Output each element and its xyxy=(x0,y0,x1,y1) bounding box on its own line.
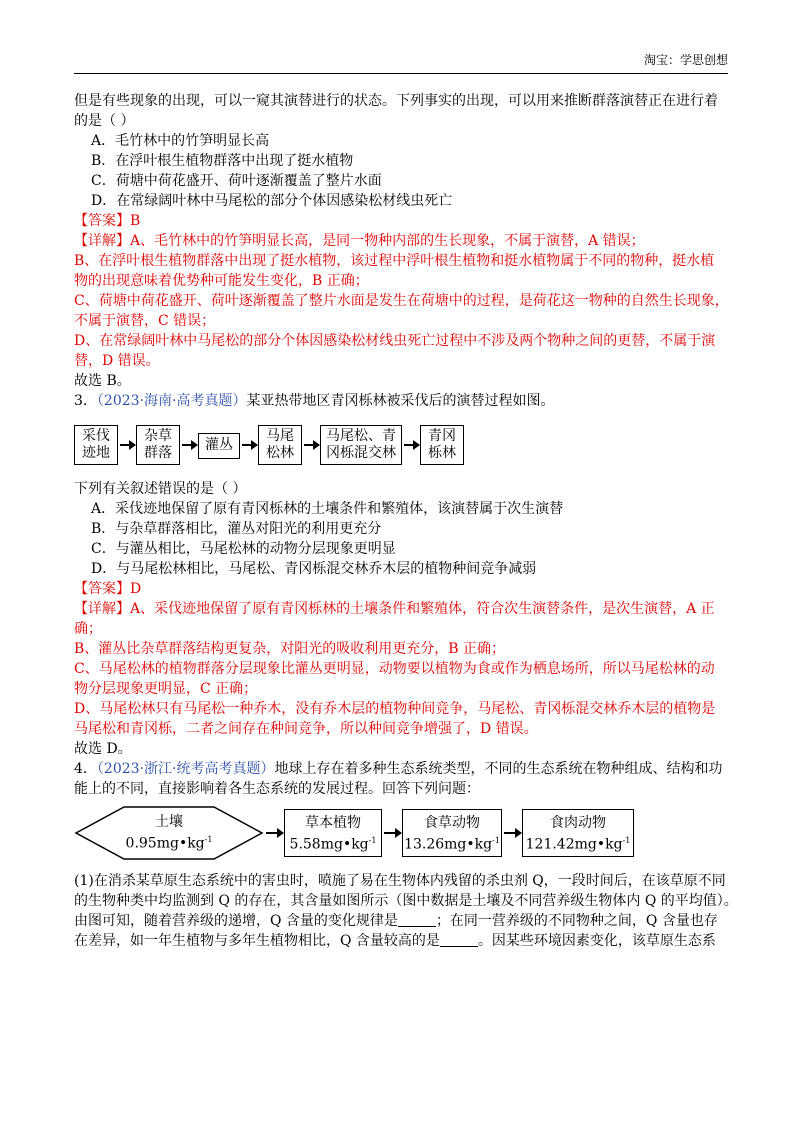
flow-box-text: 杂草 xyxy=(144,428,172,444)
answer-blank[interactable] xyxy=(398,913,436,927)
q3-answer: 【答案】D xyxy=(74,581,142,597)
q4-source: （2023·浙江·统考高考真题） xyxy=(96,761,275,777)
q4-para-line4 xyxy=(74,931,734,951)
flow-box-text: 灌丛 xyxy=(205,437,233,453)
q4-pesticide-flowchart xyxy=(74,805,734,867)
q2-stem-line1: 但是有些现象的出现，可以一窥其演替进行的状态。下列事实的出现，可以用来推断群落演替正在进行着 xyxy=(74,93,718,109)
flow-box-clearcut xyxy=(74,425,118,465)
q2-detail-line: C、荷塘中荷花盛开、荷叶逐渐覆盖了整片水面是发生在荷塘中的过程，是荷花这一物种的自然生长现象， xyxy=(74,293,729,309)
flow-box-text: 冈栎混交林 xyxy=(326,445,396,461)
flow-box-mixed-forest xyxy=(320,425,402,465)
q4-text: 。因某些环境因素变化，该草原生态系 xyxy=(477,933,716,949)
q4-text: 由图可知，随着营养级的递增，Q 含量的变化规律是 xyxy=(74,913,398,929)
q4-text: ；在同一营养级的不同物种之间，Q 含量也存 xyxy=(435,913,718,929)
flow-node-carnivores xyxy=(522,809,634,857)
flow-box-text: 群落 xyxy=(144,445,172,461)
q4-para-line3 xyxy=(74,911,734,931)
node-value: 121.42mg•kg xyxy=(525,836,623,853)
node-value: 0.95mg•kg xyxy=(125,835,205,852)
flow-arrow xyxy=(266,832,282,834)
flow-box-text: 迹地 xyxy=(82,445,110,461)
q3-detail-line: B、灌丛比杂草群落结构更复杂，对阳光的吸收利用更充分，B 正确； xyxy=(74,641,506,657)
q3-detail-line: D、马尾松林只有马尾松一种乔木，没有乔木层的植物种间竞争，马尾松、青冈栎混交林乔木层的植物是 xyxy=(74,701,716,717)
document-body xyxy=(74,91,738,951)
node-value: 13.26mg•kg xyxy=(404,836,493,853)
flow-box-text: 马尾 xyxy=(266,428,294,444)
node-exponent: -1 xyxy=(368,836,377,845)
q4-stem-text: 地球上存在着多种生态系统类型，不同的生态系统在物种组成、结构和功 xyxy=(274,761,723,777)
flow-arrow xyxy=(504,832,520,834)
q3-stem-text: 某亚热带地区青冈栎林被采伐后的演替过程如图。 xyxy=(246,393,555,409)
flow-box-weed-community xyxy=(136,425,180,465)
flow-box-text: 马尾松、青 xyxy=(326,428,396,444)
flow-box-text: 青冈 xyxy=(428,428,456,444)
q2-detail-line: B、在浮叶根生植物群落中出现了挺水植物，该过程中浮叶根生植物和挺水植物属于不同的物种，挺水植 xyxy=(74,253,715,269)
flow-arrow xyxy=(304,444,318,446)
q4-para-line1: (1)在消杀某草原生态系统中的害虫时，喷施了易在生物体内残留的杀虫剂 Q，一段时间后，在该草原不同 xyxy=(74,873,726,889)
q3-option-b: B．与杂草群落相比，灌丛对阳光的利用更充分 xyxy=(91,521,382,537)
flow-box-masson-pine-forest xyxy=(258,425,302,465)
node-exponent: -1 xyxy=(204,835,213,844)
q2-stem-line2: 的是（ ） xyxy=(74,113,135,129)
answer-blank[interactable] xyxy=(440,933,478,947)
page-header xyxy=(74,52,728,74)
q2-option-d: D．在常绿阔叶林中马尾松的部分个体因感染松材线虫死亡 xyxy=(91,193,453,209)
q3-detail-line: 物分层现象更明显，C 正确； xyxy=(74,681,258,697)
q3-option-c: C．与灌丛相比，马尾松林的动物分层现象更明显 xyxy=(91,541,396,557)
flow-arrow xyxy=(404,444,418,446)
q3-option-d: D．与马尾松林相比，马尾松、青冈栎混交林乔木层的植物种间竞争减弱 xyxy=(91,561,537,577)
q2-option-b: B．在浮叶根生植物群落中出现了挺水植物 xyxy=(91,153,354,169)
flow-node-herbaceous-plants xyxy=(284,809,382,857)
q2-detail-line: 物的出现意味着优势种可能发生变化，B 正确； xyxy=(74,273,369,289)
q3-detail-line: 马尾松和青冈栎，二者之间存在种间竞争，所以种间竞争增强了，D 错误。 xyxy=(74,721,538,737)
q3-detail-line: 【详解】A、采伐迹地保留了原有青冈栎林的土壤条件和繁殖体，符合次生演替条件，是次生演替，A 正 xyxy=(74,601,715,617)
flow-box-shrub xyxy=(198,433,240,459)
flow-arrow xyxy=(120,444,134,446)
q3-number: 3． xyxy=(74,393,97,409)
q4-stem-line1 xyxy=(74,759,734,779)
q2-option-a: A．毛竹林中的竹笋明显长高 xyxy=(91,133,270,149)
q3-question: 下列有关叙述错误的是（ ） xyxy=(74,481,247,497)
q4-number: 4． xyxy=(74,761,97,777)
flow-box-text: 采伐 xyxy=(82,428,110,444)
q4-text: 在差异，如一年生植物与多年生植物相比，Q 含量较高的是 xyxy=(74,933,440,949)
flow-node-soil xyxy=(74,813,264,853)
q3-option-a: A．采伐迹地保留了原有青冈栎林的土壤条件和繁殖体，该演替属于次生演替 xyxy=(91,501,564,517)
flow-arrow xyxy=(182,444,196,446)
flow-box-text: 松林 xyxy=(266,445,294,461)
header-text: 淘宝：学思创想 xyxy=(643,53,728,67)
node-value: 5.58mg•kg xyxy=(289,836,369,853)
flow-box-oak-forest xyxy=(420,425,464,465)
q2-detail-line: 替，D 错误。 xyxy=(74,353,160,369)
node-name: 土壤 xyxy=(155,814,183,830)
q2-detail-line: D、在常绿阔叶林中马尾松的部分个体因感染松材线虫死亡过程中不涉及两个物种之间的更替，不属于演 xyxy=(74,333,716,349)
node-exponent: -1 xyxy=(622,836,631,845)
q3-detail-line: 确； xyxy=(74,621,102,637)
q3-stem xyxy=(74,391,734,411)
q3-succession-flowchart xyxy=(74,419,734,475)
q2-option-c: C．荷塘中荷花盛开、荷叶逐渐覆盖了整片水面 xyxy=(91,173,382,189)
node-name: 草本植物 xyxy=(305,815,361,831)
q2-detail-line: 不属于演替，C 错误； xyxy=(74,313,216,329)
node-name: 食草动物 xyxy=(424,815,480,831)
flow-box-text: 栎林 xyxy=(428,445,456,461)
flow-arrow xyxy=(242,444,256,446)
q4-stem-line2: 能上的不同，直接影响着各生态系统的发展过程。回答下列问题： xyxy=(74,781,480,797)
q2-conclusion: 故选 B。 xyxy=(74,373,131,389)
q2-answer: 【答案】B xyxy=(74,213,141,229)
q3-detail-line: C、马尾松林的植物群落分层现象比灌丛更明显，动物要以植物为食或作为栖息场所，所以马尾松林的动 xyxy=(74,661,715,677)
node-name: 食肉动物 xyxy=(550,815,606,831)
q3-source: （2023·海南·高考真题） xyxy=(96,393,247,409)
node-exponent: -1 xyxy=(492,836,500,845)
flow-arrow xyxy=(384,832,400,834)
q3-conclusion: 故选 D。 xyxy=(74,741,132,757)
flow-node-herbivores xyxy=(402,809,502,857)
q4-para-line2: 的生物种类中均监测到 Q 的存在，其含量如图所示（图中数据是土壤及不同营养级生物体内 Q 的平均值）。 xyxy=(74,893,738,909)
q2-detail-line: 【详解】A、毛竹林中的竹笋明显长高，是同一物种内部的生长现象，不属于演替，A 错误； xyxy=(74,233,645,249)
